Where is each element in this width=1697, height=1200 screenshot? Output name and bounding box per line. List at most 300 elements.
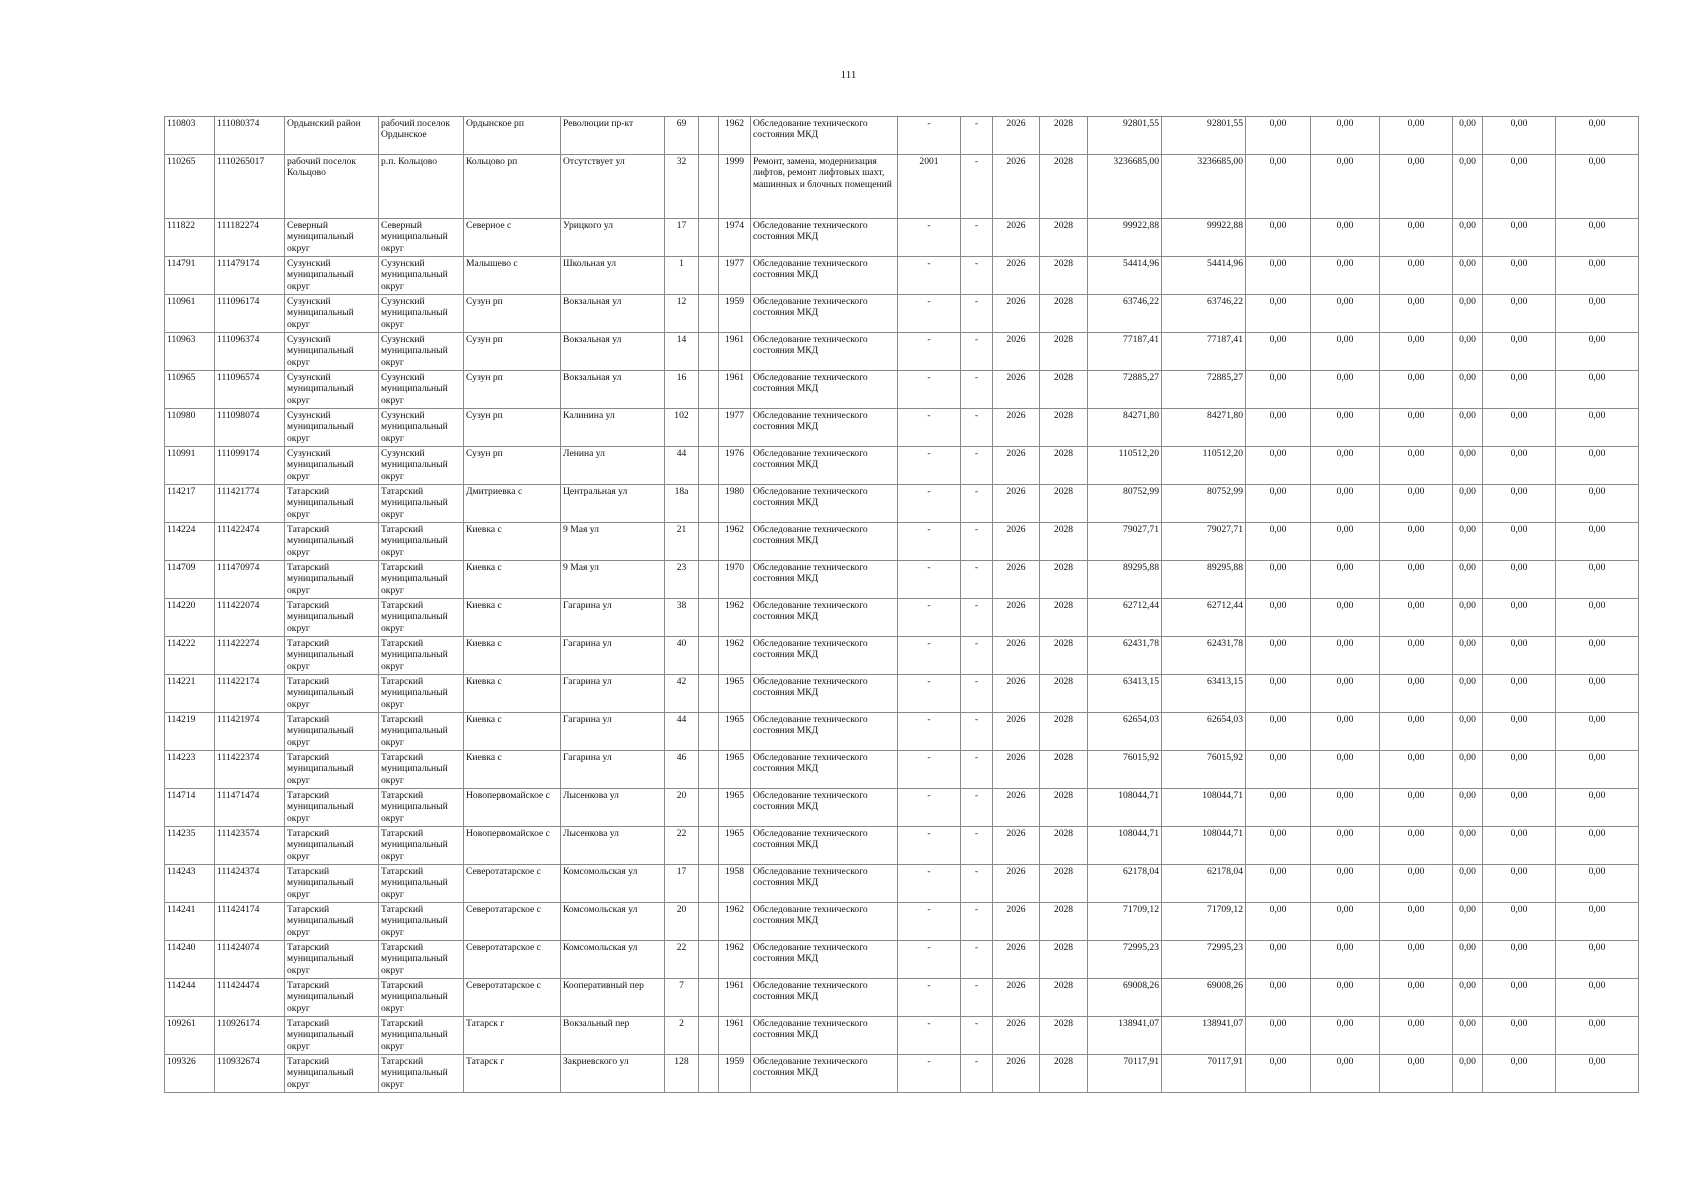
- cell-cost-subtotal: 62654,03: [1162, 713, 1246, 751]
- cell-end-year: 2028: [1040, 827, 1088, 865]
- cell-funding-5: 0,00: [1483, 295, 1556, 333]
- table-row: [165, 371, 1639, 409]
- cell-build-year: 1970: [719, 561, 751, 599]
- cell-end-year: 2028: [1040, 295, 1088, 333]
- cell-funding-6: 0,00: [1556, 941, 1639, 979]
- cell-object-id: 114219: [165, 713, 215, 751]
- cell-funding-6: 0,00: [1556, 789, 1639, 827]
- cell-street: Урицкого ул: [561, 219, 665, 257]
- cell-col-12: -: [961, 333, 993, 371]
- cell-settlement: Северный муниципальный округ: [379, 219, 464, 257]
- cell-work-type: Обследование технического состояния МКД: [751, 865, 898, 903]
- cell-col-12: -: [961, 485, 993, 523]
- cell-settlement: р.п. Кольцово: [379, 155, 464, 219]
- cell-funding-2: 0,00: [1311, 751, 1380, 789]
- cell-end-year: 2028: [1040, 561, 1088, 599]
- cell-house-number: 128: [665, 1055, 699, 1093]
- cell-house-number: 23: [665, 561, 699, 599]
- cell-start-year: 2026: [993, 295, 1040, 333]
- cell-total-cost: 62654,03: [1088, 713, 1162, 751]
- cell-house-number: 7: [665, 979, 699, 1017]
- cell-col-12: -: [961, 447, 993, 485]
- cell-start-year: 2026: [993, 155, 1040, 219]
- cell-funding-5: 0,00: [1483, 117, 1556, 155]
- cell-cost-subtotal: 79027,71: [1162, 523, 1246, 561]
- cell-object-id: 110963: [165, 333, 215, 371]
- cell-object-id: 114791: [165, 257, 215, 295]
- cell-cost-subtotal: 3236685,00: [1162, 155, 1246, 219]
- cell-street: Комсомольская ул: [561, 903, 665, 941]
- cell-work-type: Обследование технического состояния МКД: [751, 637, 898, 675]
- cell-start-year: 2026: [993, 523, 1040, 561]
- cell-locality: Киевка с: [464, 751, 561, 789]
- cell-house-number: 1: [665, 257, 699, 295]
- cell-street: Лысенкова ул: [561, 827, 665, 865]
- cell-funding-4: 0,00: [1453, 447, 1483, 485]
- cell-locality: Северотатарское с: [464, 865, 561, 903]
- cell-object-id: 110965: [165, 371, 215, 409]
- cell-object-id: 114222: [165, 637, 215, 675]
- cell-cost-subtotal: 89295,88: [1162, 561, 1246, 599]
- cell-funding-1: 0,00: [1246, 941, 1311, 979]
- cell-start-year: 2026: [993, 333, 1040, 371]
- cell-house-number: 18а: [665, 485, 699, 523]
- cell-object-id: 110991: [165, 447, 215, 485]
- cell-funding-2: 0,00: [1311, 1017, 1380, 1055]
- cell-end-year: 2028: [1040, 117, 1088, 155]
- cell-start-year: 2026: [993, 371, 1040, 409]
- cell-object-id: 114241: [165, 903, 215, 941]
- cell-funding-3: 0,00: [1380, 941, 1453, 979]
- cell-col-11: -: [898, 523, 961, 561]
- cell-house-code: 111080374: [215, 117, 285, 155]
- cell-start-year: 2026: [993, 219, 1040, 257]
- table-row: [165, 1055, 1639, 1093]
- page-number: 111: [840, 69, 857, 81]
- cell-work-type: Обследование технического состояния МКД: [751, 751, 898, 789]
- cell-object-id: 114714: [165, 789, 215, 827]
- cell-funding-5: 0,00: [1483, 1017, 1556, 1055]
- cell-col-12: -: [961, 523, 993, 561]
- cell-funding-4: 0,00: [1453, 903, 1483, 941]
- cell-funding-3: 0,00: [1380, 1017, 1453, 1055]
- table-row: [165, 155, 1639, 219]
- cell-funding-2: 0,00: [1311, 295, 1380, 333]
- cell-funding-4: 0,00: [1453, 257, 1483, 295]
- cell-end-year: 2028: [1040, 789, 1088, 827]
- cell-funding-1: 0,00: [1246, 751, 1311, 789]
- cell-funding-2: 0,00: [1311, 257, 1380, 295]
- cell-col-12: -: [961, 941, 993, 979]
- cell-start-year: 2026: [993, 675, 1040, 713]
- cell-funding-5: 0,00: [1483, 751, 1556, 789]
- cell-street: Закриевского ул: [561, 1055, 665, 1093]
- cell-funding-1: 0,00: [1246, 257, 1311, 295]
- cell-col-12: -: [961, 561, 993, 599]
- cell-settlement: Татарский муниципальный округ: [379, 1055, 464, 1093]
- cell-funding-5: 0,00: [1483, 827, 1556, 865]
- table-row: [165, 599, 1639, 637]
- cell-street: Вокзальная ул: [561, 333, 665, 371]
- cell-funding-5: 0,00: [1483, 219, 1556, 257]
- cell-cost-subtotal: 70117,91: [1162, 1055, 1246, 1093]
- cell-end-year: 2028: [1040, 485, 1088, 523]
- cell-start-year: 2026: [993, 865, 1040, 903]
- cell-municipality: Сузунский муниципальный округ: [285, 371, 379, 409]
- cell-build-year: 1965: [719, 751, 751, 789]
- cell-total-cost: 80752,99: [1088, 485, 1162, 523]
- cell-work-type: Обследование технического состояния МКД: [751, 371, 898, 409]
- cell-work-type: Обследование технического состояния МКД: [751, 117, 898, 155]
- cell-settlement: Татарский муниципальный округ: [379, 561, 464, 599]
- cell-locality: Сузун рп: [464, 409, 561, 447]
- cell-start-year: 2026: [993, 485, 1040, 523]
- cell-cost-subtotal: 76015,92: [1162, 751, 1246, 789]
- cell-settlement: Татарский муниципальный округ: [379, 789, 464, 827]
- cell-municipality: рабочий поселок Кольцово: [285, 155, 379, 219]
- cell-funding-5: 0,00: [1483, 485, 1556, 523]
- cell-municipality: Татарский муниципальный округ: [285, 789, 379, 827]
- cell-blank-col: [699, 713, 719, 751]
- cell-house-code: 111422374: [215, 751, 285, 789]
- cell-col-12: -: [961, 599, 993, 637]
- cell-total-cost: 72995,23: [1088, 941, 1162, 979]
- cell-blank-col: [699, 903, 719, 941]
- cell-locality: Северное с: [464, 219, 561, 257]
- cell-funding-2: 0,00: [1311, 903, 1380, 941]
- cell-end-year: 2028: [1040, 903, 1088, 941]
- cell-start-year: 2026: [993, 599, 1040, 637]
- cell-funding-4: 0,00: [1453, 865, 1483, 903]
- cell-build-year: 1965: [719, 713, 751, 751]
- cell-municipality: Ордынский район: [285, 117, 379, 155]
- cell-funding-5: 0,00: [1483, 371, 1556, 409]
- cell-build-year: 1961: [719, 979, 751, 1017]
- cell-funding-5: 0,00: [1483, 789, 1556, 827]
- cell-blank-col: [699, 675, 719, 713]
- cell-funding-2: 0,00: [1311, 979, 1380, 1017]
- cell-street: Комсомольская ул: [561, 865, 665, 903]
- cell-end-year: 2028: [1040, 155, 1088, 219]
- cell-settlement: Татарский муниципальный округ: [379, 751, 464, 789]
- cell-col-12: -: [961, 979, 993, 1017]
- cell-funding-5: 0,00: [1483, 979, 1556, 1017]
- cell-funding-4: 0,00: [1453, 751, 1483, 789]
- cell-col-12: -: [961, 827, 993, 865]
- cell-funding-2: 0,00: [1311, 637, 1380, 675]
- table-row: [165, 979, 1639, 1017]
- cell-col-12: -: [961, 295, 993, 333]
- cell-total-cost: 92801,55: [1088, 117, 1162, 155]
- cell-funding-2: 0,00: [1311, 675, 1380, 713]
- cell-funding-6: 0,00: [1556, 903, 1639, 941]
- cell-work-type: Обследование технического состояния МКД: [751, 409, 898, 447]
- cell-funding-1: 0,00: [1246, 333, 1311, 371]
- cell-funding-5: 0,00: [1483, 447, 1556, 485]
- cell-col-11: -: [898, 561, 961, 599]
- cell-object-id: 110980: [165, 409, 215, 447]
- cell-locality: Киевка с: [464, 713, 561, 751]
- cell-cost-subtotal: 72885,27: [1162, 371, 1246, 409]
- cell-settlement: Сузунский муниципальный округ: [379, 409, 464, 447]
- cell-funding-4: 0,00: [1453, 219, 1483, 257]
- cell-col-11: -: [898, 751, 961, 789]
- cell-total-cost: 108044,71: [1088, 827, 1162, 865]
- cell-work-type: Обследование технического состояния МКД: [751, 979, 898, 1017]
- cell-funding-6: 0,00: [1556, 295, 1639, 333]
- cell-col-11: -: [898, 789, 961, 827]
- cell-start-year: 2026: [993, 117, 1040, 155]
- cell-col-12: -: [961, 371, 993, 409]
- cell-funding-6: 0,00: [1556, 1055, 1639, 1093]
- cell-street: Гагарина ул: [561, 751, 665, 789]
- cell-funding-6: 0,00: [1556, 751, 1639, 789]
- cell-funding-1: 0,00: [1246, 827, 1311, 865]
- cell-funding-6: 0,00: [1556, 371, 1639, 409]
- cell-funding-1: 0,00: [1246, 637, 1311, 675]
- cell-funding-6: 0,00: [1556, 675, 1639, 713]
- cell-build-year: 1974: [719, 219, 751, 257]
- cell-cost-subtotal: 62431,78: [1162, 637, 1246, 675]
- cell-settlement: Татарский муниципальный округ: [379, 979, 464, 1017]
- cell-start-year: 2026: [993, 903, 1040, 941]
- cell-house-number: 14: [665, 333, 699, 371]
- cell-total-cost: 54414,96: [1088, 257, 1162, 295]
- cell-blank-col: [699, 599, 719, 637]
- cell-municipality: Татарский муниципальный округ: [285, 485, 379, 523]
- cell-locality: Северотатарское с: [464, 941, 561, 979]
- cell-municipality: Татарский муниципальный округ: [285, 561, 379, 599]
- cell-end-year: 2028: [1040, 333, 1088, 371]
- cell-funding-3: 0,00: [1380, 561, 1453, 599]
- cell-funding-4: 0,00: [1453, 1055, 1483, 1093]
- cell-funding-2: 0,00: [1311, 155, 1380, 219]
- cell-total-cost: 99922,88: [1088, 219, 1162, 257]
- cell-funding-2: 0,00: [1311, 485, 1380, 523]
- cell-house-number: 46: [665, 751, 699, 789]
- cell-settlement: Татарский муниципальный округ: [379, 599, 464, 637]
- cell-house-number: 21: [665, 523, 699, 561]
- cell-total-cost: 77187,41: [1088, 333, 1162, 371]
- cell-build-year: 1961: [719, 371, 751, 409]
- cell-build-year: 1962: [719, 637, 751, 675]
- cell-funding-5: 0,00: [1483, 333, 1556, 371]
- cell-street: Калинина ул: [561, 409, 665, 447]
- table-row: [165, 117, 1639, 155]
- cell-house-code: 111422474: [215, 523, 285, 561]
- cell-build-year: 1962: [719, 599, 751, 637]
- cell-funding-6: 0,00: [1556, 827, 1639, 865]
- cell-locality: Северотатарское с: [464, 979, 561, 1017]
- cell-house-number: 12: [665, 295, 699, 333]
- cell-house-code: 111099174: [215, 447, 285, 485]
- cell-funding-6: 0,00: [1556, 523, 1639, 561]
- cell-work-type: Обследование технического состояния МКД: [751, 219, 898, 257]
- cell-funding-1: 0,00: [1246, 523, 1311, 561]
- cell-funding-4: 0,00: [1453, 371, 1483, 409]
- cell-funding-1: 0,00: [1246, 865, 1311, 903]
- cell-cost-subtotal: 69008,26: [1162, 979, 1246, 1017]
- cell-build-year: 1962: [719, 523, 751, 561]
- cell-funding-4: 0,00: [1453, 979, 1483, 1017]
- cell-blank-col: [699, 295, 719, 333]
- cell-start-year: 2026: [993, 979, 1040, 1017]
- cell-locality: Новопервомайское с: [464, 827, 561, 865]
- cell-funding-3: 0,00: [1380, 827, 1453, 865]
- cell-total-cost: 70117,91: [1088, 1055, 1162, 1093]
- cell-house-number: 16: [665, 371, 699, 409]
- cell-house-code: 111424374: [215, 865, 285, 903]
- cell-funding-4: 0,00: [1453, 675, 1483, 713]
- cell-blank-col: [699, 561, 719, 599]
- cell-funding-3: 0,00: [1380, 257, 1453, 295]
- cell-total-cost: 79027,71: [1088, 523, 1162, 561]
- cell-end-year: 2028: [1040, 409, 1088, 447]
- cell-end-year: 2028: [1040, 675, 1088, 713]
- cell-blank-col: [699, 751, 719, 789]
- cell-col-12: -: [961, 675, 993, 713]
- cell-funding-2: 0,00: [1311, 1055, 1380, 1093]
- cell-cost-subtotal: 77187,41: [1162, 333, 1246, 371]
- cell-col-12: -: [961, 1055, 993, 1093]
- cell-end-year: 2028: [1040, 865, 1088, 903]
- cell-locality: Кольцово рп: [464, 155, 561, 219]
- cell-funding-2: 0,00: [1311, 371, 1380, 409]
- cell-funding-3: 0,00: [1380, 1055, 1453, 1093]
- cell-house-code: 111423574: [215, 827, 285, 865]
- table-row: [165, 751, 1639, 789]
- cell-col-11: -: [898, 371, 961, 409]
- cell-start-year: 2026: [993, 751, 1040, 789]
- cell-start-year: 2026: [993, 827, 1040, 865]
- cell-work-type: Обследование технического состояния МКД: [751, 941, 898, 979]
- cell-work-type: Обследование технического состояния МКД: [751, 447, 898, 485]
- cell-end-year: 2028: [1040, 713, 1088, 751]
- cell-funding-1: 0,00: [1246, 713, 1311, 751]
- cell-funding-1: 0,00: [1246, 599, 1311, 637]
- cell-funding-6: 0,00: [1556, 485, 1639, 523]
- cell-street: Вокзальный пер: [561, 1017, 665, 1055]
- cell-house-number: 20: [665, 903, 699, 941]
- cell-funding-4: 0,00: [1453, 523, 1483, 561]
- table-row: [165, 561, 1639, 599]
- cell-end-year: 2028: [1040, 751, 1088, 789]
- cell-house-code: 111096374: [215, 333, 285, 371]
- cell-funding-2: 0,00: [1311, 827, 1380, 865]
- cell-municipality: Сузунский муниципальный округ: [285, 257, 379, 295]
- cell-locality: Малышево с: [464, 257, 561, 295]
- cell-col-11: -: [898, 117, 961, 155]
- cell-total-cost: 62431,78: [1088, 637, 1162, 675]
- cell-funding-6: 0,00: [1556, 979, 1639, 1017]
- cell-blank-col: [699, 219, 719, 257]
- cell-funding-1: 0,00: [1246, 903, 1311, 941]
- cell-municipality: Сузунский муниципальный округ: [285, 333, 379, 371]
- cell-house-number: 102: [665, 409, 699, 447]
- cell-total-cost: 62712,44: [1088, 599, 1162, 637]
- cell-funding-4: 0,00: [1453, 333, 1483, 371]
- cell-house-number: 20: [665, 789, 699, 827]
- cell-house-number: 32: [665, 155, 699, 219]
- cell-cost-subtotal: 54414,96: [1162, 257, 1246, 295]
- cell-col-12: -: [961, 219, 993, 257]
- cell-funding-3: 0,00: [1380, 117, 1453, 155]
- cell-funding-5: 0,00: [1483, 637, 1556, 675]
- cell-col-12: -: [961, 409, 993, 447]
- cell-street: Вокзальная ул: [561, 295, 665, 333]
- cell-build-year: 1965: [719, 789, 751, 827]
- cell-funding-4: 0,00: [1453, 637, 1483, 675]
- cell-house-code: 111470974: [215, 561, 285, 599]
- cell-municipality: Татарский муниципальный округ: [285, 979, 379, 1017]
- cell-col-11: -: [898, 257, 961, 295]
- cell-total-cost: 110512,20: [1088, 447, 1162, 485]
- cell-work-type: Обследование технического состояния МКД: [751, 295, 898, 333]
- table-row: [165, 1017, 1639, 1055]
- cell-settlement: Татарский муниципальный округ: [379, 523, 464, 561]
- cell-funding-6: 0,00: [1556, 865, 1639, 903]
- cell-build-year: 1959: [719, 295, 751, 333]
- cell-funding-4: 0,00: [1453, 789, 1483, 827]
- cell-settlement: Татарский муниципальный округ: [379, 941, 464, 979]
- cell-blank-col: [699, 1017, 719, 1055]
- cell-build-year: 1977: [719, 257, 751, 295]
- cell-house-code: 111479174: [215, 257, 285, 295]
- cell-col-11: -: [898, 941, 961, 979]
- cell-object-id: 114240: [165, 941, 215, 979]
- cell-blank-col: [699, 941, 719, 979]
- cell-work-type: Обследование технического состояния МКД: [751, 485, 898, 523]
- cell-funding-6: 0,00: [1556, 155, 1639, 219]
- cell-funding-1: 0,00: [1246, 561, 1311, 599]
- cell-cost-subtotal: 80752,99: [1162, 485, 1246, 523]
- cell-street: Центральная ул: [561, 485, 665, 523]
- cell-funding-4: 0,00: [1453, 561, 1483, 599]
- cell-col-12: -: [961, 117, 993, 155]
- cell-build-year: 1977: [719, 409, 751, 447]
- cell-house-code: 111182274: [215, 219, 285, 257]
- cell-object-id: 109326: [165, 1055, 215, 1093]
- cell-locality: Сузун рп: [464, 371, 561, 409]
- cell-total-cost: 138941,07: [1088, 1017, 1162, 1055]
- cell-street: 9 Мая ул: [561, 523, 665, 561]
- cell-object-id: 110265: [165, 155, 215, 219]
- cell-municipality: Татарский муниципальный округ: [285, 1055, 379, 1093]
- cell-build-year: 1962: [719, 117, 751, 155]
- cell-funding-4: 0,00: [1453, 409, 1483, 447]
- cell-municipality: Северный муниципальный округ: [285, 219, 379, 257]
- cell-municipality: Татарский муниципальный округ: [285, 751, 379, 789]
- cell-col-12: -: [961, 257, 993, 295]
- cell-total-cost: 71709,12: [1088, 903, 1162, 941]
- cell-locality: Сузун рп: [464, 295, 561, 333]
- cell-funding-6: 0,00: [1556, 333, 1639, 371]
- cell-settlement: Татарский муниципальный округ: [379, 1017, 464, 1055]
- cell-street: Гагарина ул: [561, 675, 665, 713]
- table-row: [165, 409, 1639, 447]
- cell-funding-4: 0,00: [1453, 485, 1483, 523]
- table-row: [165, 865, 1639, 903]
- cell-funding-5: 0,00: [1483, 523, 1556, 561]
- cell-house-number: 42: [665, 675, 699, 713]
- cell-work-type: Обследование технического состояния МКД: [751, 599, 898, 637]
- cell-start-year: 2026: [993, 1017, 1040, 1055]
- cell-object-id: 111822: [165, 219, 215, 257]
- cell-col-11: -: [898, 713, 961, 751]
- cell-house-number: 17: [665, 865, 699, 903]
- cell-locality: Сузун рп: [464, 447, 561, 485]
- cell-start-year: 2026: [993, 1055, 1040, 1093]
